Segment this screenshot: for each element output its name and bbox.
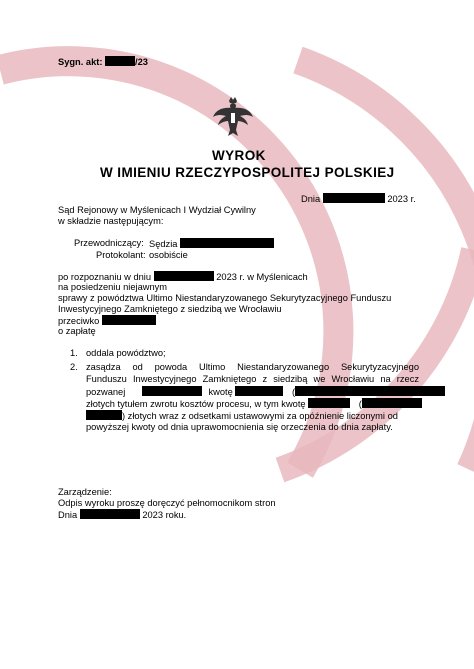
ruling-2-line5: ) złotych wraz z odsetkami ustawowymi za opóźnienie liczonymi od bbox=[86, 410, 398, 422]
court-name: Sąd Rejonowy w Myślenicach I Wydział Cywilny bbox=[58, 205, 256, 215]
case-signature: Sygn. akt: /23 bbox=[58, 57, 148, 67]
ruling-number: 1. bbox=[70, 348, 78, 358]
case-subject-line1: sprawy z powództwa Ultimo Niestandaryzowanego Sekurytyzacyjnego Funduszu bbox=[58, 293, 392, 303]
redaction-box bbox=[235, 386, 283, 396]
ruling-2-line1: zasądza od powoda Ultimo Niestandaryzowanego Sekurytyzacyjnego bbox=[86, 362, 419, 372]
redaction-box bbox=[86, 410, 122, 420]
redaction-box bbox=[102, 315, 156, 325]
redaction-box bbox=[154, 271, 214, 281]
order-text: Odpis wyroku proszę doręczyć pełnomocnikom stron bbox=[58, 498, 276, 508]
document-title: WYROK bbox=[212, 148, 266, 163]
redaction-box bbox=[323, 193, 385, 203]
order-date: Dnia 2023 roku. bbox=[58, 510, 187, 520]
ruling-2-line6: powyższej kwoty od dnia uprawomocnienia się orzeczenia do dnia zapłaty. bbox=[86, 422, 393, 432]
case-subject-line2: Inwestycyjnego Zamkniętego z siedzibą we Wrocławiu bbox=[58, 304, 282, 314]
case-claim: o zapłatę bbox=[58, 326, 96, 336]
court-composition: w składzie następującym: bbox=[58, 216, 164, 226]
hearing-date-line: po rozpoznaniu w dniu 2023 r. w Myślenicach bbox=[58, 272, 308, 282]
panel-clerk-label: Protokolant: bbox=[96, 250, 146, 260]
ruling-number: 2. bbox=[70, 362, 78, 372]
redaction-box bbox=[180, 238, 274, 248]
ruling-2-line4: złotych tytułem zwrotu kosztów procesu, w tym kwotę ( bbox=[86, 398, 422, 410]
redaction-box bbox=[80, 509, 140, 519]
redaction-box bbox=[142, 386, 202, 396]
panel-clerk-value: osobiście bbox=[149, 250, 188, 260]
panel-chair: Sędzia bbox=[149, 238, 274, 250]
ruling-2-line3: pozwanej kwotę ( bbox=[86, 386, 445, 398]
ruling-1-text: oddala powództwo; bbox=[86, 348, 166, 358]
date-line: Dnia 2023 r. bbox=[301, 194, 416, 204]
order-label: Zarządzenie: bbox=[58, 487, 112, 497]
redaction-box bbox=[105, 56, 135, 66]
redaction-box bbox=[362, 398, 422, 408]
panel-chair-label: Przewodniczący: bbox=[74, 238, 144, 248]
redaction-box bbox=[295, 386, 445, 396]
ruling-2-line2: Funduszu Inwestycyjnego Zamkniętego z siedzibą we Wrocławiu na rzecz bbox=[86, 374, 419, 384]
redaction-box bbox=[308, 398, 350, 408]
polish-eagle-emblem bbox=[210, 95, 256, 141]
defendant-line: przeciwko bbox=[58, 315, 156, 327]
document-subtitle: W IMIENIU RZECZYPOSPOLITEJ POLSKIEJ bbox=[100, 165, 395, 180]
hearing-mode: na posiedzeniu niejawnym bbox=[58, 282, 168, 292]
